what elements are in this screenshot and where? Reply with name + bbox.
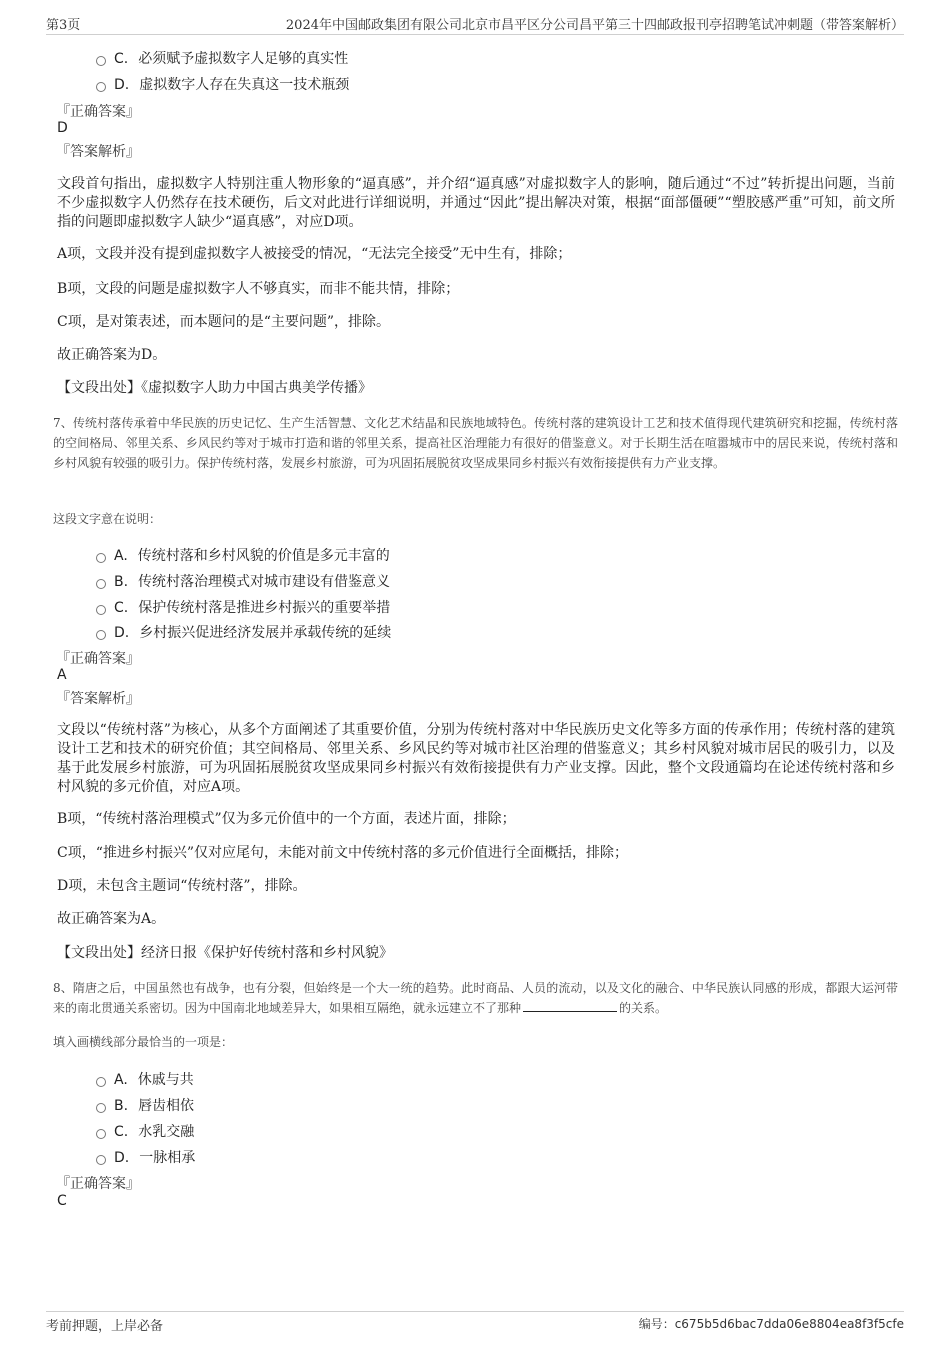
q6-analysis-b: B项，文段的问题是虚拟数字人不够真实，而非不能共情，排除； xyxy=(57,281,460,297)
q8-option-c[interactable]: C. 水乳交融 xyxy=(96,1121,194,1141)
q6-analysis-label: 『答案解析』 xyxy=(56,144,140,160)
q8-answer: C xyxy=(57,1193,67,1209)
radio-icon[interactable] xyxy=(96,56,106,66)
q7-option-d[interactable]: D. 乡村振兴促进经济发展并承载传统的延续 xyxy=(96,622,391,642)
page-footer xyxy=(46,1311,904,1336)
q7-conclusion: 故正确答案为A。 xyxy=(57,911,166,927)
page-header xyxy=(46,14,904,35)
fill-in-blank xyxy=(523,999,617,1012)
q6-analysis-paragraph: 文段首句指出，虚拟数字人特别注重人物形象的“逼真感”，并介绍“逼真感”对虚拟数字人的影响，随后通过“不过”转折提出问题，当前不少虚拟数字人仍然存在技术硬伤，后文对此进行详细说明，并通过“因此”提出解决对策，根据“面部僵硬”“塑胶感严重”可知，前文所指的问题即虚拟数字人缺少“逼真感”，对应D项。 xyxy=(57,176,895,230)
page-number: 第3页 xyxy=(46,18,81,33)
q7-analysis-b: B项，“传统村落治理模式”仅为多元价值中的一个方面，表述片面，排除； xyxy=(57,811,516,827)
q7-option-b[interactable]: B. 传统村落治理模式对城市建设有借鉴意义 xyxy=(96,571,390,591)
q7-stem: 7、传统村落传承着中华民族的历史记忆、生产生活智慧、文化艺术结晶和民族地域特色。传统村落的建筑设计工艺和技术值得现代建筑研究和挖掘，传统村落的空间格局、邻里关系、乡风民约等对于城市打造和谐的邻里关系，提高社区治理能力有很好的借鉴意义。对于长期生活在喧嚣城市中的居民来说，传统村落和乡村风貌有较强的吸引力。保护传统村落，发展乡村旅游，可为巩固拓展脱贫攻坚成果同乡村振兴有效衔接提供有力产业支撑。 xyxy=(53,416,898,470)
q6-option-d[interactable]: D. 虚拟数字人存在失真这一技术瓶颈 xyxy=(96,74,349,94)
radio-icon[interactable] xyxy=(96,1129,106,1139)
radio-icon[interactable] xyxy=(96,579,106,589)
radio-icon[interactable] xyxy=(96,605,106,615)
q8-option-b[interactable]: B. 唇齿相依 xyxy=(96,1095,194,1115)
q7-answer-label: 『正确答案』 xyxy=(56,651,140,667)
q6-source: 【文段出处】《虚拟数字人助力中国古典美学传播》 xyxy=(57,380,372,396)
q8-answer-label: 『正确答案』 xyxy=(56,1176,140,1192)
document-title: 2024年中国邮政集团有限公司北京市昌平区分公司昌平第三十四邮政报刊亭招聘笔试冲刺题（带答案解析） xyxy=(285,18,904,33)
q7-option-c[interactable]: C. 保护传统村落是推进乡村振兴的重要举措 xyxy=(96,597,390,617)
q7-source: 【文段出处】经济日报《保护好传统村落和乡村风貌》 xyxy=(57,945,393,961)
radio-icon[interactable] xyxy=(96,630,106,640)
q6-analysis-c: C项，是对策表述，而本题问的是“主要问题”，排除。 xyxy=(57,314,391,330)
q6-option-c[interactable]: C. 必须赋予虚拟数字人足够的真实性 xyxy=(96,48,348,68)
q7-analysis-d: D项，未包含主题词“传统村落”，排除。 xyxy=(57,878,307,894)
q8-question: 填入画横线部分最恰当的一项是： xyxy=(53,1035,234,1049)
radio-icon[interactable] xyxy=(96,553,106,563)
q8-option-d[interactable]: D. 一脉相承 xyxy=(96,1147,195,1167)
q7-option-a[interactable]: A. 传统村落和乡村风貌的价值是多元丰富的 xyxy=(96,545,390,565)
radio-icon[interactable] xyxy=(96,1103,106,1113)
q7-question: 这段文字意在说明： xyxy=(53,512,162,526)
radio-icon[interactable] xyxy=(96,1077,106,1087)
q6-conclusion: 故正确答案为D。 xyxy=(57,347,167,363)
document-code: 编号：c675b5d6bac7dda06e8804ea8f3f5cfe xyxy=(638,1317,904,1331)
radio-icon[interactable] xyxy=(96,1155,106,1165)
q7-analysis-label: 『答案解析』 xyxy=(56,691,140,707)
q7-answer: A xyxy=(57,667,67,683)
q6-answer-label: 『正确答案』 xyxy=(56,104,140,120)
q8-stem: 8、隋唐之后，中国虽然也有战争，也有分裂，但始终是一个大一统的趋势。此时商品、人员的流动，以及文化的融合、中华民族认同感的形成，都跟大运河带来的南北贯通关系密切。因为中国南北地域差异大，如果相互隔绝，就永远建立不了那种 的关系。 xyxy=(53,981,898,1015)
q6-answer: D xyxy=(57,120,68,136)
radio-icon[interactable] xyxy=(96,82,106,92)
q7-analysis-c: C项，“推进乡村振兴”仅对应尾句，未能对前文中传统村落的多元价值进行全面概括，排除； xyxy=(57,845,629,861)
q8-option-a[interactable]: A. 休戚与共 xyxy=(96,1069,194,1089)
q7-analysis-paragraph: 文段以“传统村落”为核心，从多个方面阐述了其重要价值，分别为传统村落对中华民族历史文化等多方面的传承作用；传统村落的建筑设计工艺和技术的研究价值；其空间格局、邻里关系、乡风民约等对城市社区治理的借鉴意义；其乡村风貌对城市居民的吸引力，以及基于此发展乡村旅游，可为巩固拓展脱贫攻坚成果同乡村振兴有效衔接提供有力产业支撑。因此，整个文段通篇均在论述传统村落和乡村风貌的多元价值，对应A项。 xyxy=(57,722,895,795)
q6-analysis-a: A项，文段并没有提到虚拟数字人被接受的情况，“无法完全接受”无中生有，排除； xyxy=(57,246,572,262)
footer-slogan: 考前押题，上岸必备 xyxy=(46,1319,164,1334)
